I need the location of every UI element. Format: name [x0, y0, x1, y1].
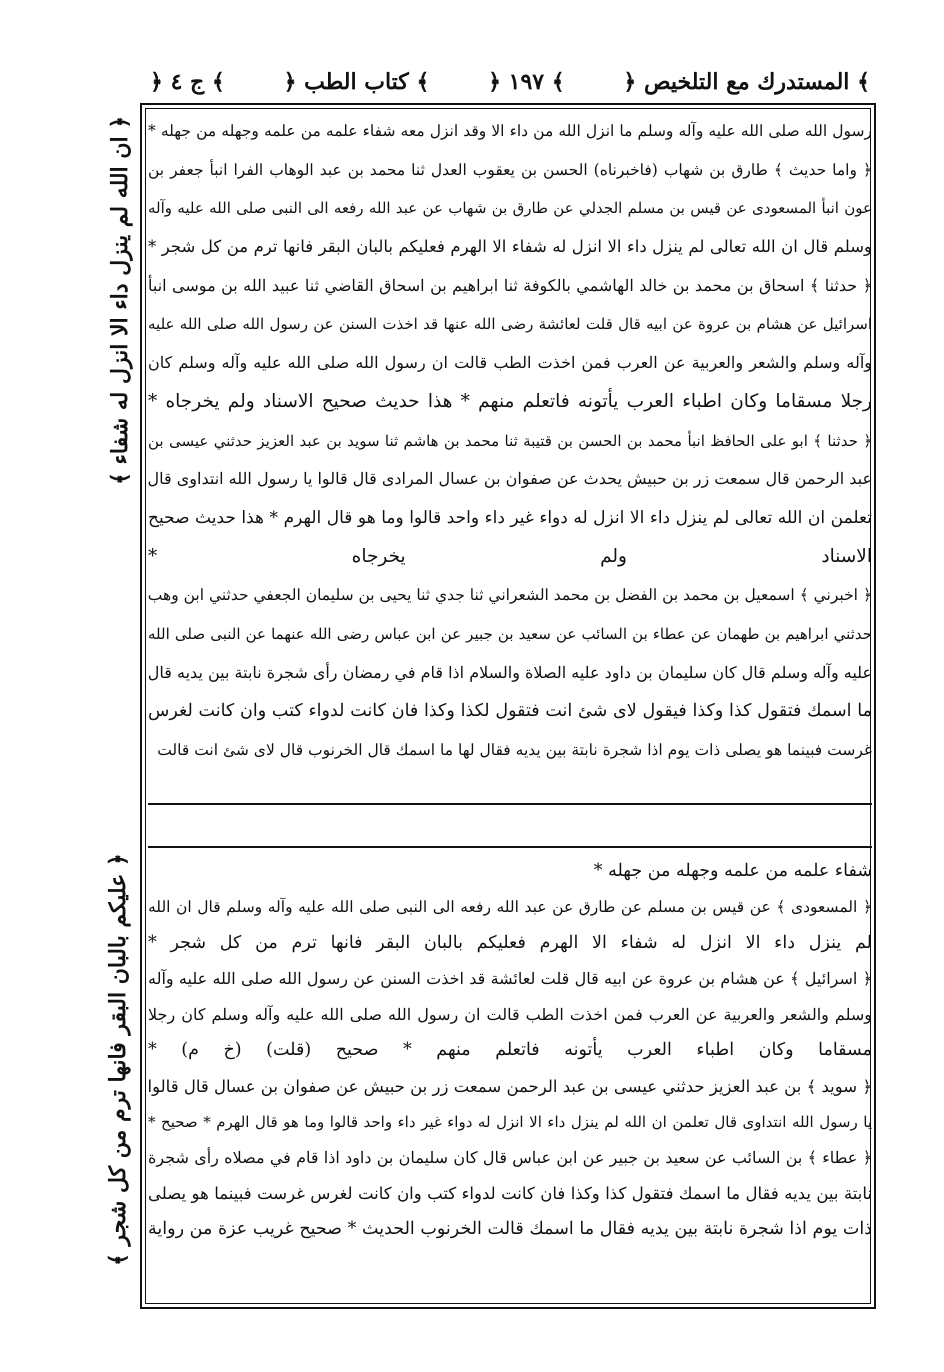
- text-line: عون انبأ المسعودى عن قيس بن مسلم الجدلي عن طارق بن شهاب عن عبد الله رفعه الى النبى صلى الله عليه وآله: [148, 199, 872, 218]
- note-line: ﴿ عطاء ﴾ بن السائب عن سعيد بن جبير عن ابن عباس قال كان سليمان بن داود اذا قام في مصلاه رأى شجرة: [148, 1148, 872, 1168]
- section-title: ﴿ كتاب الطب ﴾: [283, 69, 430, 95]
- text-line: ﴿ حدثنا ﴾ ابو على الحافظ انبأ محمد بن الحسن بن قتيبة ثنا محمد بن هاشم ثنا سويد بن عبد العزيز حدثني عيسى بن: [148, 431, 872, 450]
- margin-note-1: ﴿ ان الله لم ينزل داء الا انزل له شفاء ﴾: [107, 115, 133, 485]
- margin-note-2: ﴿ عليكم بالبان البقر فانها ترم من كل شجر ﴾: [105, 853, 131, 1267]
- text-line: رجلا مسقاما وكان اطباء العرب يأتونه فاتعلم منهم * هذا حديث صحيح الاسناد ولم يخرجاه *: [148, 390, 872, 412]
- text-line: ﴿ اخبرني ﴾ اسمعيل بن محمد بن الفضل بن محمد الشعراني ثنا جدي ثنا يحيى بن سليمان الجعفي حدثني ابن وهب: [148, 586, 872, 605]
- text-line: ﴿ واما حديث ﴾ طارق بن شهاب (فاخبرناه) الحسن بن يعقوب العدل ثنا محمد بن عبد الوهاب الفرا انبأ جعفر بن: [148, 160, 872, 179]
- note-line: نابتة بين يديه فقال ما اسمك فتقول كذا وكذا فان كانت لدواء كتب وان كانت لغرس غرست فبينما هو يصلى: [148, 1184, 872, 1204]
- text-line: عليه وآله وسلم قال كان سليمان بن داود عليه الصلاة والسلام اذا قام في رمضان رأى شجرة نابتة بين يديه قال: [148, 662, 872, 682]
- page-header: [150, 62, 870, 102]
- text-line: ﴿ حدثنا ﴾ اسحاق بن محمد بن خالد الهاشمي بالكوفة ثنا ابراهيم بن اسحاق القاضي ثنا عبيد الله بن موسى انبأ: [148, 275, 872, 295]
- note-line: ﴿ سويد ﴾ بن عبد العزيز حدثني عيسى بن عبد الرحمن سمعت زر بن حبيش عن صفوان بن عسال قال قالوا: [148, 1076, 872, 1096]
- text-line: غرست فبينما هو يصلى ذات يوم اذا شجرة نابتة بين يديه فقال لها ما اسمك قال الخرنوب قال لاى شئ انت قالت: [157, 741, 872, 759]
- note-line: شفاء علمه من علمه وجهله من جهله *: [593, 861, 872, 881]
- note-line: يا رسول الله انتداوى قال تعلمن ان الله لم ينزل داء الا انزل له دواء غير داء واحد قالوا وما هو قال الهرم * صحيح *: [148, 1112, 872, 1131]
- note-line: مسقاما وكان اطباء العرب يأتونه فاتعلم منهم * صحيح (قلت) (خ م) *: [148, 1039, 872, 1060]
- separator-rule: [148, 846, 872, 848]
- note-line: ﴿ المسعودى ﴾ عن قيس بن مسلم عن طارق عن عبد الله رفعه الى النبى صلى الله عليه وآله وسلم قال ان الله: [148, 897, 872, 916]
- text-line: ما اسمك فتقول كذا وكذا فيقول لاى شئ انت فتقول لكذا وكذا فان كانت لدواء كتب وان كانت لغرس: [148, 701, 872, 722]
- note-line: لم ينزل داء الا انزل له شفاء الا الهرم فعليكم بالبان البقر فانها ترم من كل شجر *: [148, 932, 872, 953]
- text-line: حدثني ابراهيم بن طهمان عن عطاء بن السائب عن سعيد بن جبير عن ابن عباس رضى الله عنهما عن النبى صلى الله: [148, 624, 872, 643]
- text-line: عبد الرحمن قال سمعت زر بن حبيش يحدث عن صفوان بن عسال المرادى قال قالوا يا رسول الله انتداوى قال: [148, 469, 872, 489]
- notes-text: [148, 854, 872, 1248]
- text-line: اسرائيل عن هشام بن عروة عن ابيه قال قلت لعائشة رضى الله عنها قد اخذت السنن عن رسول الله صلى الله عليه: [148, 315, 872, 334]
- main-text: [148, 112, 872, 770]
- note-line: وسلم والشعر والعربية عن العرب فمن اخذت الطب قالت ان رسول الله صلى الله عليه وآله وسلم كان رجلا: [148, 1005, 872, 1025]
- note-line: ذات يوم اذا شجرة نابتة بين يديه فقال ما اسمك قالت الخرنوب الحديث * صحيح غريب عزة من رواية: [148, 1218, 872, 1239]
- text-line: وآله وسلم والشعر والعربية عن العرب فمن اخذت الطب قالت ان رسول الله صلى الله عليه وآله وسلم كان: [148, 353, 872, 373]
- page-number: ﴿ ١٩٧ ﴾: [488, 69, 565, 95]
- text-line: الاسناد ولم يخرجاه *: [148, 545, 872, 567]
- text-line: رسول الله صلى الله عليه وآله وسلم ما انزل الله من داء الا وقد انزل معه شفاء علمه من علمه وجهله من جهله *: [148, 122, 872, 140]
- book-title: ﴿ المستدرك مع التلخيص ﴾: [623, 69, 870, 95]
- volume-label: ﴿ ج ٤ ﴾: [150, 69, 225, 95]
- note-line: ﴿ اسرائيل ﴾ عن هشام بن عروة عن ابيه قال قلت لعائشة قد اخذت السنن عن رسول الله صلى الله عليه وآله: [148, 969, 872, 989]
- text-line: تعلمن ان الله تعالى لم ينزل داء الا انزل له دواء غير داء واحد قالوا وما هو قال الهرم * هذا حديث صحيح: [148, 507, 872, 528]
- separator-rule: [148, 803, 872, 805]
- text-line: وسلم قال ان الله تعالى لم ينزل داء الا انزل له شفاء الا الهرم فعليكم بالبان البقر فانها ترم من كل شجر *: [148, 237, 872, 257]
